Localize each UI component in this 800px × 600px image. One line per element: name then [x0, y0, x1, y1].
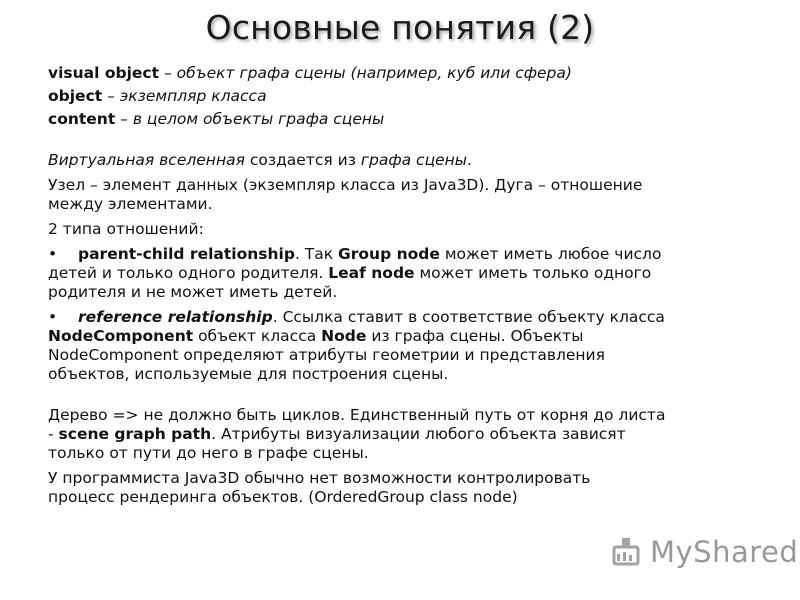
definition-text: экземпляр класса: [119, 87, 267, 105]
text: . Атрибуты визуализации любого объекта зависят: [211, 425, 626, 443]
bullet-line: [48, 245, 756, 264]
bullet-reference: [48, 308, 756, 384]
text: создается из: [244, 151, 361, 169]
definition-term: visual object: [48, 64, 160, 82]
bullet-line: родителя и не может иметь детей.: [48, 283, 338, 301]
text: из графа сцены. Объекты: [366, 327, 584, 345]
definition-text: объект графа сцены (например, куб или сфера): [176, 64, 572, 82]
bold-text: [78, 308, 273, 326]
bold-text: Leaf node: [328, 264, 415, 282]
italic-text: графа сцены: [360, 151, 468, 169]
watermark-text: MyShared: [650, 535, 799, 569]
text: .: [467, 151, 472, 169]
text: может иметь только одного: [414, 264, 652, 282]
definition-term: content: [48, 110, 116, 128]
bullet-icon: •: [48, 245, 58, 263]
bullet-icon: •: [48, 308, 58, 326]
paragraph-relationship-types: 2 типа отношений:: [48, 220, 204, 238]
paragraph-node-arc: [48, 176, 756, 214]
bullet-line: [48, 308, 756, 327]
paragraph-tree: [48, 406, 756, 463]
definition-object: [48, 87, 756, 106]
definition-separator: –: [159, 64, 177, 82]
bullet-line: NodeComponent определяют атрибуты геометрии и представления: [48, 346, 605, 364]
paragraph-line: У программиста Java3D обычно нет возможности контролировать: [48, 469, 591, 487]
bullet-line: объектов, используемые для построения сцены.: [48, 365, 449, 383]
bold-text: scene graph path: [58, 425, 212, 443]
text: детей и только одного родителя.: [48, 264, 329, 282]
bullet-line: [48, 327, 756, 346]
paragraph-line: Узел – элемент данных (экземпляр класса из Java3D). Дуга – отношение: [48, 176, 643, 194]
watermark-logo-icon: [610, 534, 644, 568]
definition-separator: –: [115, 110, 133, 128]
paragraph-rendering: [48, 469, 756, 507]
spacer: [48, 133, 756, 151]
definition-visual-object: [48, 64, 756, 83]
bold-text: NodeComponent: [48, 327, 194, 345]
text: -: [48, 425, 59, 443]
bold-text: parent-child relationship: [78, 245, 295, 263]
italic-text: Виртуальная вселенная: [48, 151, 245, 169]
definition-content: [48, 110, 756, 129]
bold-italic-text: reference relationship: [78, 308, 273, 326]
paragraph-line: процесс рендеринга объектов. (OrderedGroup class node): [48, 488, 518, 506]
paragraph-line: между элементами.: [48, 195, 213, 213]
spacer: [48, 390, 756, 406]
paragraph-line: только от пути до него в графе сцены.: [48, 444, 369, 462]
definition-separator: –: [102, 87, 120, 105]
bold-text: Node: [321, 327, 367, 345]
paragraph-line: [48, 425, 756, 444]
paragraph-virtual-universe: [48, 151, 756, 170]
text: может иметь любое число: [439, 245, 662, 263]
paragraph-line: Дерево => не должно быть циклов. Единственный путь от корня до листа: [48, 406, 666, 424]
definition-term: object: [48, 87, 103, 105]
bullet-line: [48, 264, 756, 283]
text: . Ссылка ставит в соответствие объекту класса: [272, 308, 665, 326]
bold-text: Group node: [338, 245, 440, 263]
watermark: [610, 534, 799, 574]
slide-title: Основные понятия (2): [205, 8, 595, 47]
text: . Так: [294, 245, 339, 263]
bullet-parent-child: [48, 245, 756, 302]
text: объект класса: [193, 327, 322, 345]
slide-content: [48, 64, 756, 513]
definition-text: в целом объекты графа сцены: [132, 110, 385, 128]
